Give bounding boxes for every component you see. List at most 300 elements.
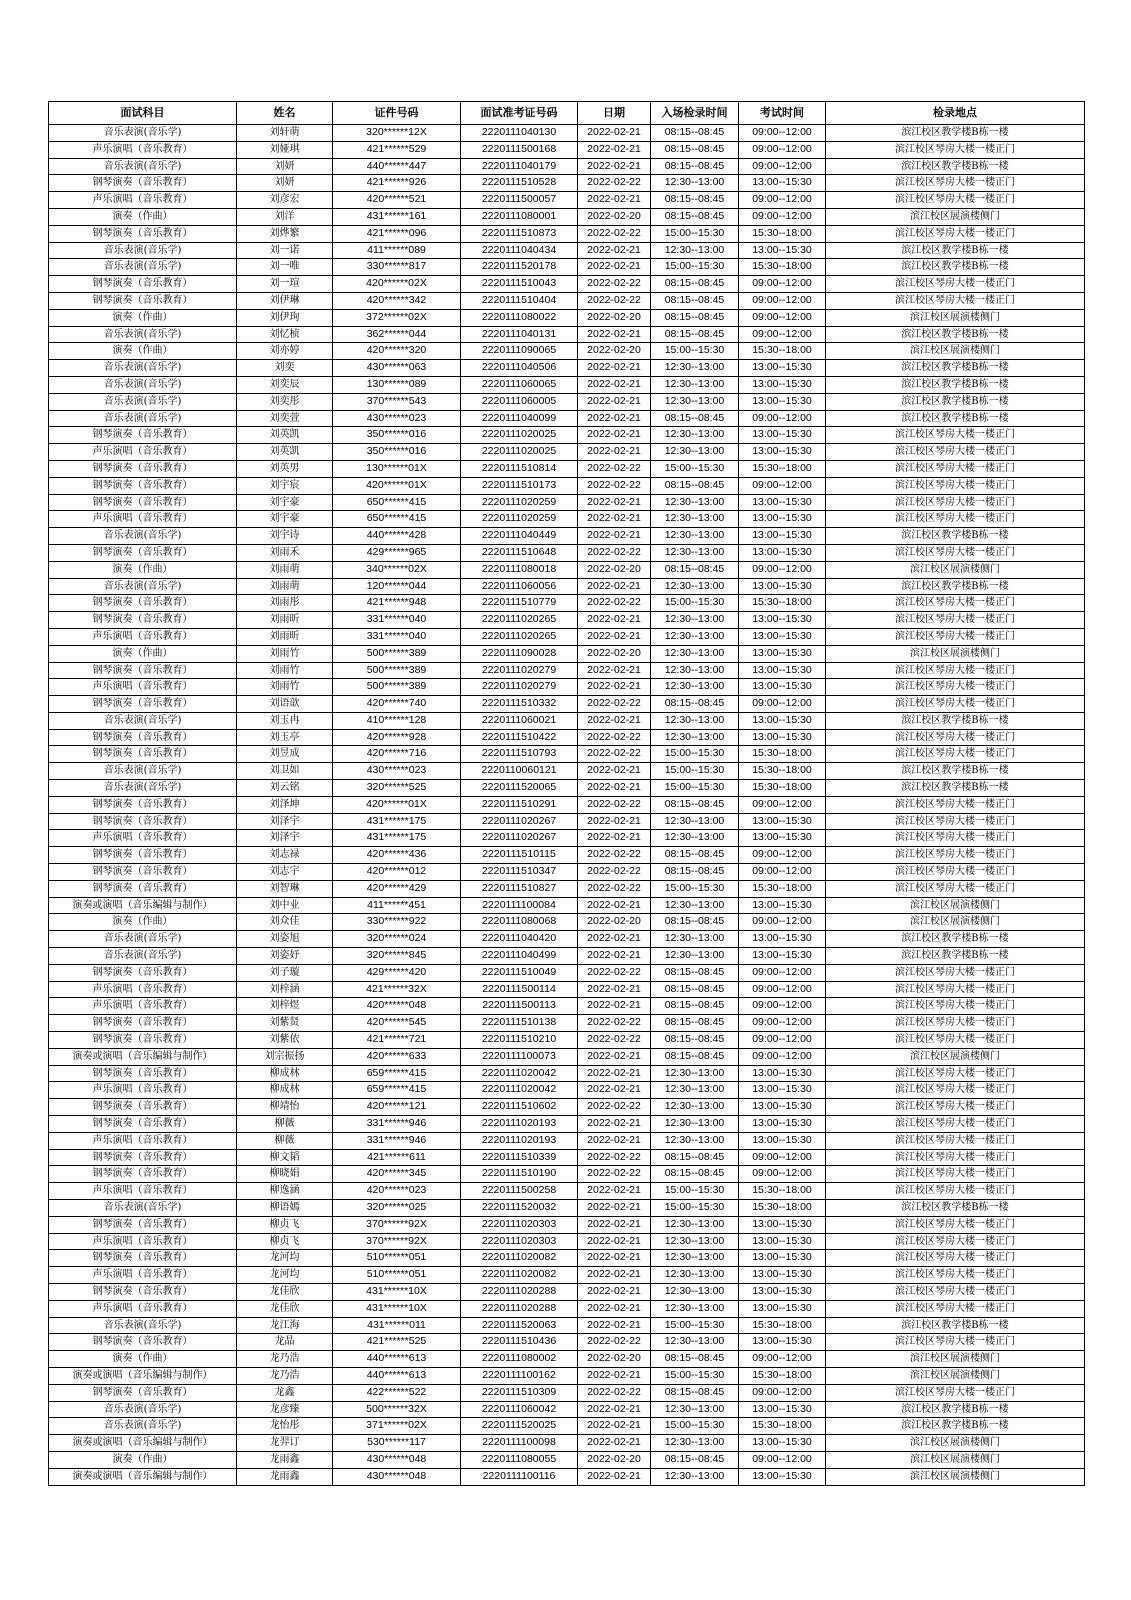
cell-subject: 声乐演唱（音乐教育） — [49, 1132, 237, 1149]
cell-checkin-location: 滨江校区教学楼B栋一楼 — [826, 242, 1085, 259]
cell-subject: 演奏或演唱（音乐编辑与制作） — [49, 897, 237, 914]
cell-date: 2022-02-21 — [578, 192, 651, 209]
cell-checkin-location: 滨江校区琴房大楼一楼正门 — [826, 662, 1085, 679]
cell-subject: 声乐演唱（音乐教育） — [49, 1183, 237, 1200]
cell-date: 2022-02-21 — [578, 1300, 651, 1317]
cell-admission-number: 2220110060121 — [461, 763, 578, 780]
cell-admission-number: 2220111510814 — [461, 460, 578, 477]
cell-checkin-time: 12:30--13:00 — [651, 1435, 739, 1452]
cell-subject: 音乐表演(音乐学) — [49, 1200, 237, 1217]
cell-date: 2022-02-21 — [578, 376, 651, 393]
table-row — [49, 1384, 1085, 1401]
cell-checkin-location: 滨江校区琴房大楼一楼正门 — [826, 1082, 1085, 1099]
cell-exam-time: 09:00--12:00 — [739, 847, 826, 864]
cell-date: 2022-02-21 — [578, 578, 651, 595]
cell-date: 2022-02-21 — [578, 1317, 651, 1334]
table-row — [49, 343, 1085, 360]
cell-name: 刘姿妤 — [237, 948, 333, 965]
cell-name: 龙怡彤 — [237, 1418, 333, 1435]
cell-admission-number: 2220111020025 — [461, 427, 578, 444]
cell-checkin-time: 12:30--13:00 — [651, 1468, 739, 1485]
cell-checkin-time: 15:00--15:30 — [651, 460, 739, 477]
cell-checkin-time: 15:00--15:30 — [651, 746, 739, 763]
cell-date: 2022-02-20 — [578, 208, 651, 225]
cell-admission-number: 2220111080002 — [461, 1351, 578, 1368]
cell-checkin-location: 滨江校区教学楼B栋一楼 — [826, 578, 1085, 595]
cell-date: 2022-02-22 — [578, 1334, 651, 1351]
table-row — [49, 208, 1085, 225]
cell-date: 2022-02-20 — [578, 309, 651, 326]
cell-admission-number: 2220111510422 — [461, 729, 578, 746]
cell-checkin-time: 08:15--08:45 — [651, 847, 739, 864]
cell-id-number: 371******02X — [333, 1418, 461, 1435]
cell-admission-number: 2220111510793 — [461, 746, 578, 763]
cell-name: 刘一唯 — [237, 259, 333, 276]
cell-exam-time: 09:00--12:00 — [739, 1149, 826, 1166]
header-id-number: 证件号码 — [333, 102, 461, 125]
cell-admission-number: 2220111020267 — [461, 813, 578, 830]
cell-admission-number: 2220111510138 — [461, 1015, 578, 1032]
cell-id-number: 421******926 — [333, 175, 461, 192]
cell-checkin-time: 12:30--13:00 — [651, 427, 739, 444]
cell-exam-time: 15:30--18:00 — [739, 1367, 826, 1384]
cell-exam-time: 13:00--15:30 — [739, 511, 826, 528]
cell-checkin-location: 滨江校区琴房大楼一楼正门 — [826, 628, 1085, 645]
cell-id-number: 430******023 — [333, 763, 461, 780]
cell-date: 2022-02-22 — [578, 964, 651, 981]
cell-subject: 音乐表演(音乐学) — [49, 242, 237, 259]
cell-id-number: 421******525 — [333, 1334, 461, 1351]
cell-checkin-time: 12:30--13:00 — [651, 897, 739, 914]
cell-subject: 钢琴演奏（音乐教育） — [49, 729, 237, 746]
cell-exam-time: 15:30--18:00 — [739, 746, 826, 763]
cell-exam-time: 13:00--15:30 — [739, 830, 826, 847]
cell-id-number: 421******948 — [333, 595, 461, 612]
cell-subject: 钢琴演奏（音乐教育） — [49, 612, 237, 629]
cell-admission-number: 2220111020082 — [461, 1250, 578, 1267]
cell-checkin-location: 滨江校区琴房大楼一楼正门 — [826, 1132, 1085, 1149]
cell-date: 2022-02-22 — [578, 276, 651, 293]
cell-name: 柳贞飞 — [237, 1216, 333, 1233]
cell-subject: 钢琴演奏（音乐教育） — [49, 964, 237, 981]
cell-exam-time: 09:00--12:00 — [739, 326, 826, 343]
cell-exam-time: 13:00--15:30 — [739, 1468, 826, 1485]
cell-id-number: 411******089 — [333, 242, 461, 259]
cell-subject: 音乐表演(音乐学) — [49, 410, 237, 427]
cell-admission-number: 2220111080018 — [461, 561, 578, 578]
cell-checkin-time: 08:15--08:45 — [651, 1166, 739, 1183]
table-row — [49, 477, 1085, 494]
cell-id-number: 421******721 — [333, 1032, 461, 1049]
cell-admission-number: 2220111100162 — [461, 1367, 578, 1384]
cell-checkin-location: 滨江校区展演楼侧门 — [826, 1351, 1085, 1368]
cell-date: 2022-02-22 — [578, 225, 651, 242]
cell-checkin-location: 滨江校区教学楼B栋一楼 — [826, 1418, 1085, 1435]
cell-name: 刘雨禾 — [237, 544, 333, 561]
cell-id-number: 530******117 — [333, 1435, 461, 1452]
cell-date: 2022-02-22 — [578, 847, 651, 864]
cell-id-number: 420******716 — [333, 746, 461, 763]
cell-admission-number: 2220111510173 — [461, 477, 578, 494]
cell-date: 2022-02-21 — [578, 897, 651, 914]
cell-date: 2022-02-21 — [578, 1183, 651, 1200]
cell-subject: 音乐表演(音乐学) — [49, 931, 237, 948]
table-row — [49, 948, 1085, 965]
cell-checkin-time: 15:00--15:30 — [651, 1200, 739, 1217]
cell-id-number: 659******415 — [333, 1065, 461, 1082]
cell-subject: 音乐表演(音乐学) — [49, 393, 237, 410]
cell-checkin-location: 滨江校区琴房大楼一楼正门 — [826, 595, 1085, 612]
cell-checkin-location: 滨江校区教学楼B栋一楼 — [826, 376, 1085, 393]
cell-name: 刘烨繁 — [237, 225, 333, 242]
cell-checkin-location: 滨江校区琴房大楼一楼正门 — [826, 998, 1085, 1015]
cell-checkin-location: 滨江校区教学楼B栋一楼 — [826, 1317, 1085, 1334]
cell-date: 2022-02-21 — [578, 813, 651, 830]
cell-date: 2022-02-21 — [578, 125, 651, 142]
cell-checkin-location: 滨江校区琴房大楼一楼正门 — [826, 679, 1085, 696]
cell-subject: 钢琴演奏（音乐教育） — [49, 460, 237, 477]
cell-name: 刘娅琪 — [237, 141, 333, 158]
cell-id-number: 510******051 — [333, 1267, 461, 1284]
cell-date: 2022-02-21 — [578, 511, 651, 528]
cell-name: 刘雨彤 — [237, 595, 333, 612]
cell-checkin-location: 滨江校区琴房大楼一楼正门 — [826, 1015, 1085, 1032]
cell-date: 2022-02-21 — [578, 1468, 651, 1485]
cell-exam-time: 13:00--15:30 — [739, 360, 826, 377]
cell-id-number: 411******451 — [333, 897, 461, 914]
cell-exam-time: 13:00--15:30 — [739, 1132, 826, 1149]
cell-subject: 钢琴演奏（音乐教育） — [49, 477, 237, 494]
cell-name: 刘志宇 — [237, 864, 333, 881]
table-row — [49, 1468, 1085, 1485]
cell-exam-time: 13:00--15:30 — [739, 175, 826, 192]
cell-date: 2022-02-21 — [578, 427, 651, 444]
cell-subject: 钢琴演奏（音乐教育） — [49, 1216, 237, 1233]
cell-date: 2022-02-22 — [578, 544, 651, 561]
cell-checkin-time: 08:15--08:45 — [651, 125, 739, 142]
cell-date: 2022-02-21 — [578, 1132, 651, 1149]
cell-name: 柳晓娟 — [237, 1166, 333, 1183]
header-checkin-time: 入场检录时间 — [651, 102, 739, 125]
cell-subject: 钢琴演奏（音乐教育） — [49, 880, 237, 897]
cell-name: 刘语歆 — [237, 696, 333, 713]
table-row — [49, 192, 1085, 209]
cell-exam-time: 13:00--15:30 — [739, 376, 826, 393]
cell-exam-time: 09:00--12:00 — [739, 561, 826, 578]
cell-admission-number: 2220111060005 — [461, 393, 578, 410]
cell-date: 2022-02-22 — [578, 477, 651, 494]
cell-admission-number: 2220111080068 — [461, 914, 578, 931]
cell-subject: 钢琴演奏（音乐教育） — [49, 746, 237, 763]
table-row — [49, 1435, 1085, 1452]
cell-exam-time: 09:00--12:00 — [739, 1015, 826, 1032]
cell-subject: 音乐表演(音乐学) — [49, 578, 237, 595]
cell-date: 2022-02-21 — [578, 628, 651, 645]
cell-date: 2022-02-22 — [578, 1099, 651, 1116]
cell-subject: 钢琴演奏（音乐教育） — [49, 813, 237, 830]
cell-checkin-location: 滨江校区教学楼B栋一楼 — [826, 763, 1085, 780]
cell-date: 2022-02-21 — [578, 1283, 651, 1300]
cell-id-number: 350******016 — [333, 427, 461, 444]
cell-date: 2022-02-21 — [578, 494, 651, 511]
cell-checkin-time: 12:30--13:00 — [651, 511, 739, 528]
cell-name: 龙羿订 — [237, 1435, 333, 1452]
cell-exam-time: 09:00--12:00 — [739, 981, 826, 998]
cell-id-number: 330******817 — [333, 259, 461, 276]
cell-subject: 钢琴演奏（音乐教育） — [49, 1015, 237, 1032]
cell-admission-number: 2220111090065 — [461, 343, 578, 360]
cell-admission-number: 2220111510291 — [461, 796, 578, 813]
cell-id-number: 420******048 — [333, 998, 461, 1015]
cell-checkin-location: 滨江校区展演楼侧门 — [826, 1468, 1085, 1485]
cell-name: 刘宇宸 — [237, 477, 333, 494]
cell-exam-time: 13:00--15:30 — [739, 1082, 826, 1099]
cell-name: 刘洋 — [237, 208, 333, 225]
cell-subject: 钢琴演奏（音乐教育） — [49, 796, 237, 813]
cell-checkin-time: 08:15--08:45 — [651, 998, 739, 1015]
cell-checkin-time: 08:15--08:45 — [651, 864, 739, 881]
cell-id-number: 440******613 — [333, 1351, 461, 1368]
cell-id-number: 420******342 — [333, 292, 461, 309]
table-row — [49, 780, 1085, 797]
cell-checkin-location: 滨江校区琴房大楼一楼正门 — [826, 192, 1085, 209]
cell-checkin-location: 滨江校区教学楼B栋一楼 — [826, 712, 1085, 729]
cell-name: 刘泽宇 — [237, 830, 333, 847]
cell-exam-time: 15:30--18:00 — [739, 780, 826, 797]
table-row — [49, 1367, 1085, 1384]
table-row — [49, 880, 1085, 897]
cell-checkin-location: 滨江校区琴房大楼一楼正门 — [826, 1183, 1085, 1200]
table-row — [49, 595, 1085, 612]
cell-exam-time: 13:00--15:30 — [739, 1233, 826, 1250]
cell-subject: 钢琴演奏（音乐教育） — [49, 1283, 237, 1300]
cell-admission-number: 2220111020259 — [461, 511, 578, 528]
table-row — [49, 1048, 1085, 1065]
cell-checkin-time: 08:15--08:45 — [651, 1015, 739, 1032]
cell-subject: 演奏或演唱（音乐编辑与制作） — [49, 1468, 237, 1485]
cell-id-number: 320******025 — [333, 1200, 461, 1217]
cell-exam-time: 09:00--12:00 — [739, 292, 826, 309]
cell-checkin-time: 15:00--15:30 — [651, 763, 739, 780]
cell-checkin-location: 滨江校区琴房大楼一楼正门 — [826, 444, 1085, 461]
table-row — [49, 897, 1085, 914]
cell-name: 柳薇 — [237, 1116, 333, 1133]
cell-date: 2022-02-22 — [578, 746, 651, 763]
cell-id-number: 420******01X — [333, 796, 461, 813]
cell-admission-number: 2220111040506 — [461, 360, 578, 377]
cell-name: 刘雨竹 — [237, 662, 333, 679]
cell-subject: 音乐表演(音乐学) — [49, 948, 237, 965]
cell-checkin-time: 15:00--15:30 — [651, 1418, 739, 1435]
cell-checkin-time: 12:30--13:00 — [651, 578, 739, 595]
cell-checkin-location: 滨江校区教学楼B栋一楼 — [826, 360, 1085, 377]
cell-checkin-location: 滨江校区琴房大楼一楼正门 — [826, 813, 1085, 830]
header-exam-time: 考试时间 — [739, 102, 826, 125]
table-row — [49, 561, 1085, 578]
cell-checkin-location: 滨江校区琴房大楼一楼正门 — [826, 864, 1085, 881]
table-row — [49, 931, 1085, 948]
cell-exam-time: 13:00--15:30 — [739, 1267, 826, 1284]
cell-admission-number: 2220111020082 — [461, 1267, 578, 1284]
cell-admission-number: 2220111040420 — [461, 931, 578, 948]
cell-checkin-time: 08:15--08:45 — [651, 276, 739, 293]
cell-id-number: 370******92X — [333, 1233, 461, 1250]
cell-checkin-location: 滨江校区琴房大楼一楼正门 — [826, 729, 1085, 746]
cell-admission-number: 2220111520063 — [461, 1317, 578, 1334]
cell-exam-time: 15:30--18:00 — [739, 1418, 826, 1435]
cell-name: 刘伊琳 — [237, 292, 333, 309]
cell-checkin-location: 滨江校区展演楼侧门 — [826, 1048, 1085, 1065]
cell-id-number: 350******016 — [333, 444, 461, 461]
cell-name: 刘奕 — [237, 360, 333, 377]
cell-checkin-time: 12:30--13:00 — [651, 360, 739, 377]
cell-checkin-time: 12:30--13:00 — [651, 1250, 739, 1267]
cell-date: 2022-02-21 — [578, 830, 651, 847]
cell-admission-number: 2220111020279 — [461, 679, 578, 696]
cell-name: 刘泽宇 — [237, 813, 333, 830]
table-row — [49, 964, 1085, 981]
cell-admission-number: 2220111510210 — [461, 1032, 578, 1049]
cell-date: 2022-02-21 — [578, 1367, 651, 1384]
cell-id-number: 500******389 — [333, 662, 461, 679]
cell-subject: 声乐演唱（音乐教育） — [49, 1267, 237, 1284]
cell-exam-time: 09:00--12:00 — [739, 1451, 826, 1468]
cell-checkin-location: 滨江校区教学楼B栋一楼 — [826, 780, 1085, 797]
table-row — [49, 1300, 1085, 1317]
cell-name: 刘雨竹 — [237, 645, 333, 662]
cell-name: 龙乃浩 — [237, 1351, 333, 1368]
cell-date: 2022-02-21 — [578, 1250, 651, 1267]
cell-checkin-time: 12:30--13:00 — [651, 393, 739, 410]
cell-subject: 演奏（作曲） — [49, 208, 237, 225]
cell-date: 2022-02-21 — [578, 242, 651, 259]
header-row — [49, 102, 1085, 125]
cell-name: 刘奕彤 — [237, 393, 333, 410]
cell-name: 龙晶 — [237, 1334, 333, 1351]
cell-checkin-time: 12:30--13:00 — [651, 175, 739, 192]
table-row — [49, 1082, 1085, 1099]
table-row — [49, 460, 1085, 477]
cell-name: 刘英男 — [237, 460, 333, 477]
table-row — [49, 981, 1085, 998]
cell-name: 刘中业 — [237, 897, 333, 914]
cell-name: 龙鑫 — [237, 1384, 333, 1401]
table-row — [49, 578, 1085, 595]
cell-admission-number: 2220111520032 — [461, 1200, 578, 1217]
cell-checkin-location: 滨江校区琴房大楼一楼正门 — [826, 830, 1085, 847]
cell-id-number: 420******429 — [333, 880, 461, 897]
cell-id-number: 510******051 — [333, 1250, 461, 1267]
cell-exam-time: 09:00--12:00 — [739, 964, 826, 981]
cell-exam-time: 09:00--12:00 — [739, 208, 826, 225]
cell-name: 刘轩萌 — [237, 125, 333, 142]
cell-name: 刘妍 — [237, 158, 333, 175]
cell-checkin-time: 08:15--08:45 — [651, 1048, 739, 1065]
cell-id-number: 320******845 — [333, 948, 461, 965]
cell-checkin-location: 滨江校区展演楼侧门 — [826, 645, 1085, 662]
cell-id-number: 500******389 — [333, 645, 461, 662]
cell-admission-number: 2220111020193 — [461, 1132, 578, 1149]
cell-name: 刘伊珣 — [237, 309, 333, 326]
cell-subject: 音乐表演(音乐学) — [49, 326, 237, 343]
cell-date: 2022-02-22 — [578, 1032, 651, 1049]
cell-date: 2022-02-22 — [578, 796, 651, 813]
cell-admission-number: 2220111510873 — [461, 225, 578, 242]
cell-date: 2022-02-21 — [578, 1233, 651, 1250]
cell-name: 龙雨鑫 — [237, 1468, 333, 1485]
cell-checkin-time: 08:15--08:45 — [651, 192, 739, 209]
cell-checkin-time: 08:15--08:45 — [651, 292, 739, 309]
cell-id-number: 372******02X — [333, 309, 461, 326]
cell-name: 刘妍 — [237, 175, 333, 192]
header-admission-number: 面试准考证号码 — [461, 102, 578, 125]
table-row — [49, 729, 1085, 746]
cell-subject: 演奏或演唱（音乐编辑与制作） — [49, 1435, 237, 1452]
cell-name: 刘梓涵 — [237, 981, 333, 998]
cell-exam-time: 13:00--15:30 — [739, 528, 826, 545]
cell-subject: 声乐演唱（音乐教育） — [49, 141, 237, 158]
cell-exam-time: 15:30--18:00 — [739, 460, 826, 477]
cell-name: 刘云铭 — [237, 780, 333, 797]
cell-exam-time: 09:00--12:00 — [739, 998, 826, 1015]
table-row — [49, 746, 1085, 763]
cell-admission-number: 2220111020288 — [461, 1283, 578, 1300]
cell-exam-time: 13:00--15:30 — [739, 645, 826, 662]
interview-schedule-table — [48, 101, 1085, 1486]
table-row — [49, 1015, 1085, 1032]
cell-checkin-time: 12:30--13:00 — [651, 712, 739, 729]
cell-date: 2022-02-22 — [578, 1384, 651, 1401]
cell-date: 2022-02-22 — [578, 864, 651, 881]
cell-checkin-time: 15:00--15:30 — [651, 1367, 739, 1384]
cell-checkin-location: 滨江校区琴房大楼一楼正门 — [826, 1250, 1085, 1267]
cell-subject: 演奏（作曲） — [49, 561, 237, 578]
cell-subject: 音乐表演(音乐学) — [49, 1418, 237, 1435]
cell-date: 2022-02-21 — [578, 528, 651, 545]
cell-admission-number: 2220111510049 — [461, 964, 578, 981]
cell-checkin-location: 滨江校区琴房大楼一楼正门 — [826, 511, 1085, 528]
cell-exam-time: 13:00--15:30 — [739, 578, 826, 595]
cell-subject: 钢琴演奏（音乐教育） — [49, 662, 237, 679]
cell-checkin-time: 12:30--13:00 — [651, 1233, 739, 1250]
cell-checkin-location: 滨江校区展演楼侧门 — [826, 1435, 1085, 1452]
cell-name: 刘众佳 — [237, 914, 333, 931]
cell-admission-number: 2220111020265 — [461, 612, 578, 629]
cell-id-number: 420******023 — [333, 1183, 461, 1200]
cell-checkin-time: 15:00--15:30 — [651, 880, 739, 897]
cell-subject: 演奏（作曲） — [49, 914, 237, 931]
cell-exam-time: 13:00--15:30 — [739, 679, 826, 696]
cell-date: 2022-02-22 — [578, 460, 651, 477]
table-row — [49, 813, 1085, 830]
table-row — [49, 1267, 1085, 1284]
cell-name: 刘雨竹 — [237, 679, 333, 696]
cell-subject: 音乐表演(音乐学) — [49, 763, 237, 780]
cell-checkin-location: 滨江校区教学楼B栋一楼 — [826, 528, 1085, 545]
cell-admission-number: 2220111100073 — [461, 1048, 578, 1065]
cell-date: 2022-02-21 — [578, 158, 651, 175]
cell-subject: 音乐表演(音乐学) — [49, 780, 237, 797]
cell-checkin-location: 滨江校区教学楼B栋一楼 — [826, 1401, 1085, 1418]
cell-checkin-location: 滨江校区琴房大楼一楼正门 — [826, 1216, 1085, 1233]
table-row — [49, 1132, 1085, 1149]
table-row — [49, 544, 1085, 561]
cell-subject: 音乐表演(音乐学) — [49, 158, 237, 175]
cell-date: 2022-02-22 — [578, 1149, 651, 1166]
cell-admission-number: 2220111500114 — [461, 981, 578, 998]
cell-checkin-location: 滨江校区教学楼B栋一楼 — [826, 326, 1085, 343]
cell-checkin-location: 滨江校区琴房大楼一楼正门 — [826, 1267, 1085, 1284]
